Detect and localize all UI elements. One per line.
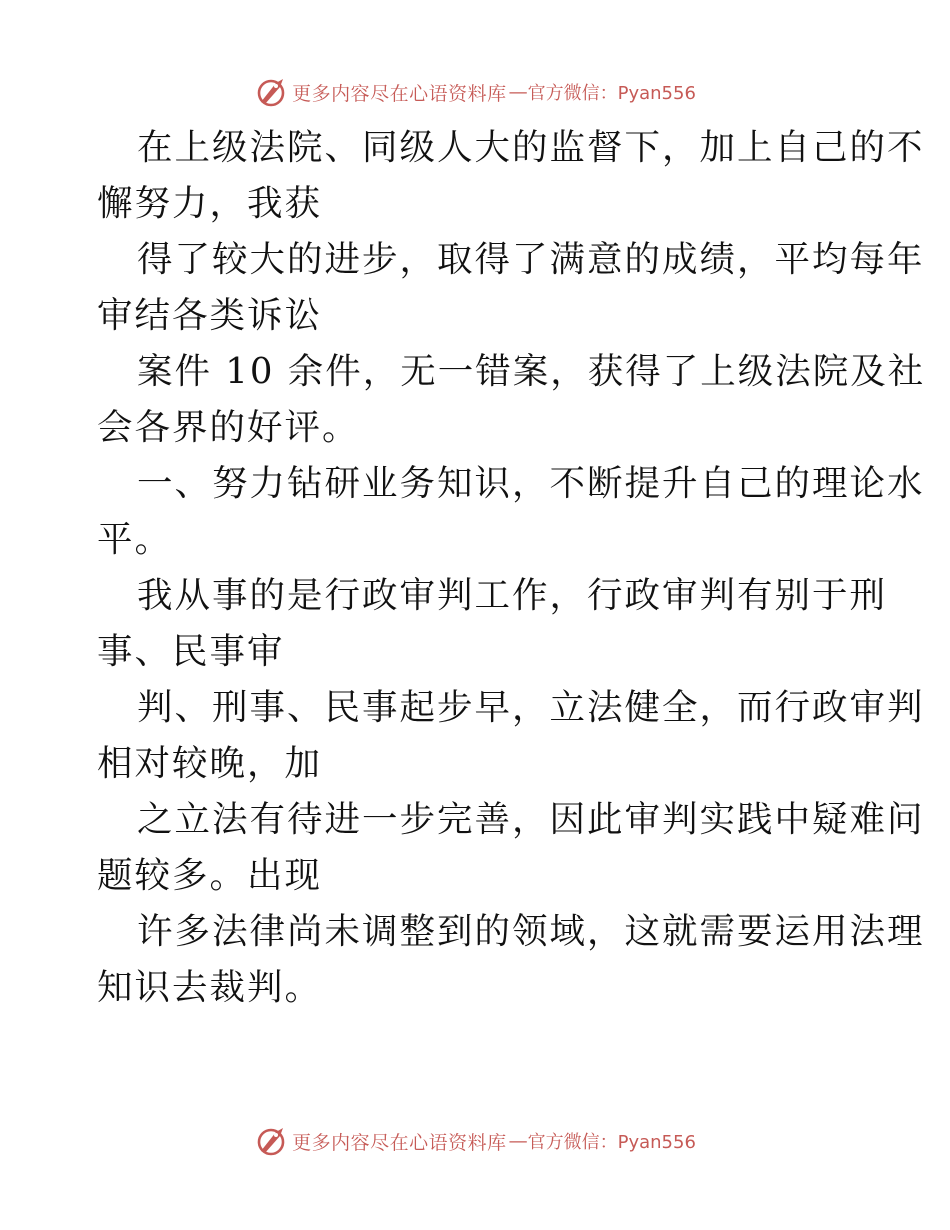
paragraph-line: 案件 10 余件，无一错案，获得了上级法院及社: [137, 351, 926, 392]
document-body: [97, 120, 926, 1016]
paragraph: [97, 680, 925, 792]
watermark-site-text: 更多内容尽在心语资料库: [292, 82, 507, 105]
paragraph-line: 之立法有待进一步完善，因此审判实践中疑难问: [137, 799, 925, 840]
paragraph-line: 题较多。出现: [97, 855, 323, 896]
paragraph: [97, 568, 888, 680]
paragraph: [97, 232, 925, 344]
watermark-header: [0, 72, 950, 112]
paragraph: [97, 456, 925, 568]
paragraph-line: 许多法律尚未调整到的领域，这就需要运用法理: [137, 911, 925, 952]
paragraph-line: 事、民事审: [97, 631, 285, 672]
paragraph-line: 我从事的是行政审判工作，行政审判有别于刑: [137, 575, 888, 616]
paragraph-line: 知识去裁判。: [97, 967, 323, 1008]
paragraph: [97, 120, 925, 232]
pen-logo-icon: [254, 1124, 288, 1158]
watermark-wechat-text: 官方微信：Pyan556: [527, 1132, 696, 1153]
watermark-dash: —: [508, 81, 526, 103]
pen-logo-icon: [254, 75, 288, 109]
paragraph-line: 会各界的好评。: [97, 407, 360, 448]
paragraph-line: 相对较晚，加: [97, 743, 323, 784]
paragraph-line: 懈努力，我获: [97, 183, 323, 224]
watermark-dash: —: [508, 1130, 526, 1152]
watermark-footer: [0, 1121, 950, 1161]
paragraph-line: 一、努力钻研业务知识，不断提升自己的理论水: [137, 463, 925, 504]
paragraph-line: 在上级法院、同级人大的监督下，加上自己的不: [137, 127, 925, 168]
paragraph-line: 得了较大的进步，取得了满意的成绩，平均每年: [137, 239, 925, 280]
paragraph: [97, 792, 925, 904]
paragraph-line: 判、刑事、民事起步早，立法健全，而行政审判: [137, 687, 925, 728]
paragraph: [97, 344, 926, 456]
paragraph: [97, 904, 925, 1016]
paragraph-line: 平。: [97, 519, 173, 560]
watermark-wechat-text: 官方微信：Pyan556: [527, 83, 696, 104]
watermark-site-text: 更多内容尽在心语资料库: [292, 1131, 507, 1154]
paragraph-line: 审结各类诉讼: [97, 295, 323, 336]
